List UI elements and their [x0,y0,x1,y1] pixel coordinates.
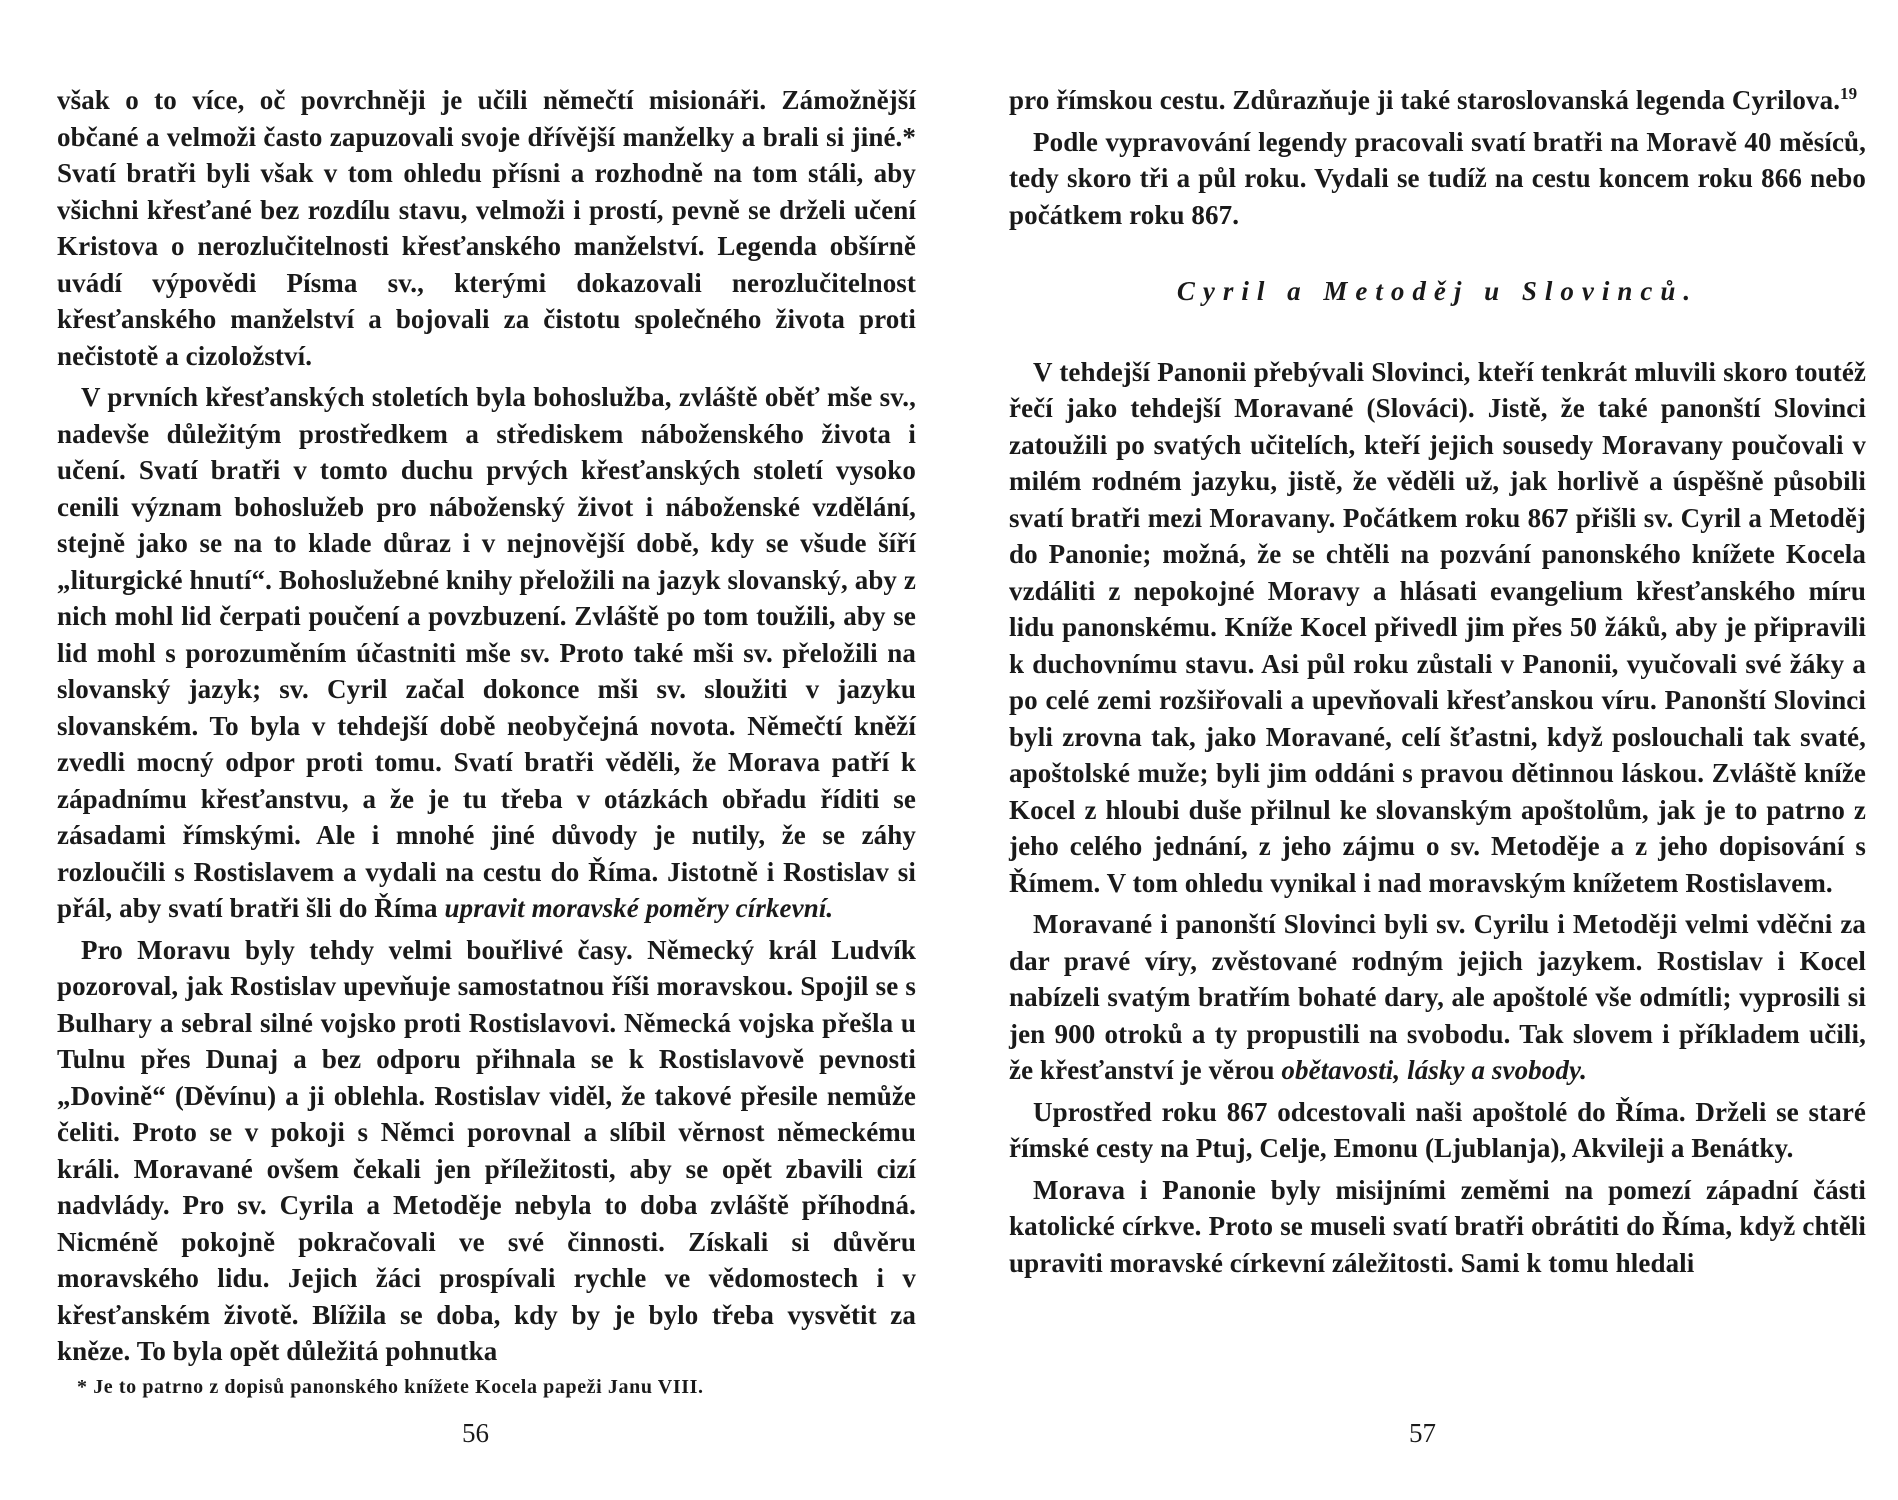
emphasis: upravit moravské poměry církevní. [444,893,834,923]
right-page [949,0,1898,1500]
section-heading: Cyril a Metoděj u Slovinců. [1176,276,1699,306]
page-number: 56 [462,1418,489,1448]
paragraph: V prvních křesťanských stoletích byla bohoslužba, zvláště oběť mše sv., nadevše důležitým prostředkem a střediskem náboženského života i učení. Svatí bratři v tomto duchu prvých křesťanských století vysoko cenili význam bohoslužeb pro náboženský život i náboženské vzdělání, stejně jako se na to klade důraz i v nejnovější době, kdy se všude šíří „liturgické hnutí“. Bohoslužebné knihy přeložili na jazyk slovanský, aby z nich mohl lid čerpati poučení a povzbuzení. Zvláště po tom toužili, aby se lid mohl s porozuměním účastniti mše sv. Proto také mši sv. přeložili na slovanský jazyk; sv. Cyril začal dokonce mši sv. sloužiti v jazyku slovanském. To byla v tehdejší době neobyčejná novota. Němečtí kněží zvedli mocný odpor proti tomu. Svatí bratři věděli, že Morava patří k západnímu křesťanstvu, a že je tu třeba v otázkách obřadu říditi se zásadami římskými. Ale i mnohé jiné důvody je nutily, že se záhy rozloučili s Rostislavem a vydali na cestu do Říma. Jistotně i Rostislav si přál, aby svatí bratři šli do Říma upravit moravské poměry církevní. [57,382,916,923]
paragraph: Uprostřed roku 867 odcestovali naši apoštolé do Říma. Drželi se staré římské cesty na Ptuj, Celje, Emonu (Ljublanja), Akvileji a Benátky. [1009,1096,1866,1163]
paragraph: Moravané i panonští Slovinci byli sv. Cyrilu i Metoději velmi vděčni za dar pravé víry, zvěstované rodným jejich jazykem. Rostislav i Kocel nabízeli svatým bratřím bohaté dary, ale apoštolé vše odmítli; vyprosili si jen 900 otroků a ty propustili na svobodu. Tak slovem i příkladem učili, že křesťanství je věrou obětavosti, lásky a svobody. [1009,909,1866,1085]
paragraph: Morava i Panonie byly misijními zeměmi na pomezí západní části katolické církve. Proto se museli svatí bratři obrátiti do Říma, když chtěli upraviti moravské církevní záležitosti. Sami k tomu hledali [1009,1174,1866,1278]
paragraph: Podle vypravování legendy pracovali svatí bratři na Moravě 40 měsíců, tedy skoro tři a půl roku. Vydali se tudíž na cestu koncem roku 866 nebo počátkem roku 867. [1009,126,1866,230]
paragraph: však o to více, oč povrchněji je učili němečtí misionáři. Zámožnější občané a velmoži často zapuzovali svoje dřívější manželky a brali si jiné.* Svatí bratři byli však v tom ohledu přísni a rozhodně na tom stáli, aby všichni křesťané bez rozdílu stavu, velmoži i prostí, pevně se drželi učení Kristova o nerozlučitelnosti křesťanského manželství. Legenda obšírně uvádí výpovědi Písma sv., kterými dokazovali nerozlučitelnost křesťanského manželství a bojovali za čistotu společného života proti nečistotě a cizoložství. [57,85,916,371]
paragraph: V tehdejší Panonii přebývali Slovinci, kteří tenkrát mluvili skoro toutéž řečí jako tehdejší Moravané (Slováci). Jistě, že také panonští Slovinci zatoužili po svatých učitelích, kteří jejich sousedy Moravany poučovali v milém rodném jazyku, jistě, že věděli už, jak horlivě a úspěšně působili svatí bratři mezi Moravany. Počátkem roku 867 přišli sv. Cyril a Metoděj do Panonie; možná, že se chtěli na pozvání panonského knížete Kocela vzdáliti z nepokojné Moravy a hlásati evangelium křesťanského míru lidu panonskému. Kníže Kocel přivedl jim přes 50 žáků, aby je připravili k duchovnímu stavu. Asi půl roku zůstali v Panonii, vyučovali své žáky a po celé zemi rozšiřovali a upevňovali křesťanskou víru. Panonští Slovinci byli zrovna tak, jako Moravané, celí šťastni, když poslouchali tak svaté, apoštolské muže; byli jim oddáni s pravou dětinnou láskou. Zvláště kníže Kocel z hloubi duše přilnul ke slovanským apoštolům, jak je to patrno z jeho celého jednání, z jeho zájmu o sv. Metoděje a z jeho dopisování s Římem. V tom ohledu vynikal i nad moravským knížetem Rostislavem. [1009,356,1866,898]
right-page-text [1009,82,1866,1281]
emphasis: obětavosti, lásky a svobody. [1281,1055,1587,1085]
page-number: 57 [1409,1418,1436,1448]
footnote-reference: 19 [1840,84,1858,103]
left-page-text [57,82,916,1400]
paragraph: pro římskou cestu. Zdůrazňuje ji také staroslovanská legenda Cyrilova.$^{19}$ [1009,84,1858,115]
footnote: * Je to patrno z dopisů panonského knížete Kocela papeži Janu VIII. [77,1375,704,1398]
paragraph: Pro Moravu byly tehdy velmi bouřlivé časy. Německý král Ludvík pozoroval, jak Rostislav upevňuje samostatnou říši moravskou. Spojil se s Bulhary a sebral silné vojsko proti Rostislavovi. Německá vojska přešla u Tulnu přes Dunaj a bez odporu přihnala se k Rostislavově pevnosti „Dovině“ (Děvínu) a ji oblehla. Rostislav viděl, že takové přesile nemůže čeliti. Proto se v pokoji s Němci porovnal a slíbil věrnost německému králi. Moravané ovšem čekali jen příležitosti, aby se opět zbavili cizí nadvlády. Pro sv. Cyrila a Metoděje nebyla to doba zvláště příhodná. Nicméně pokojně pokračovali ve své činnosti. Získali si důvěru moravského lidu. Jejich žáci prospívali rychle ve vědomostech i v křesťanském životě. Blížila se doba, kdy by je bylo třeba vysvětit za kněze. To byla opět důležitá pohnutka [57,934,916,1366]
